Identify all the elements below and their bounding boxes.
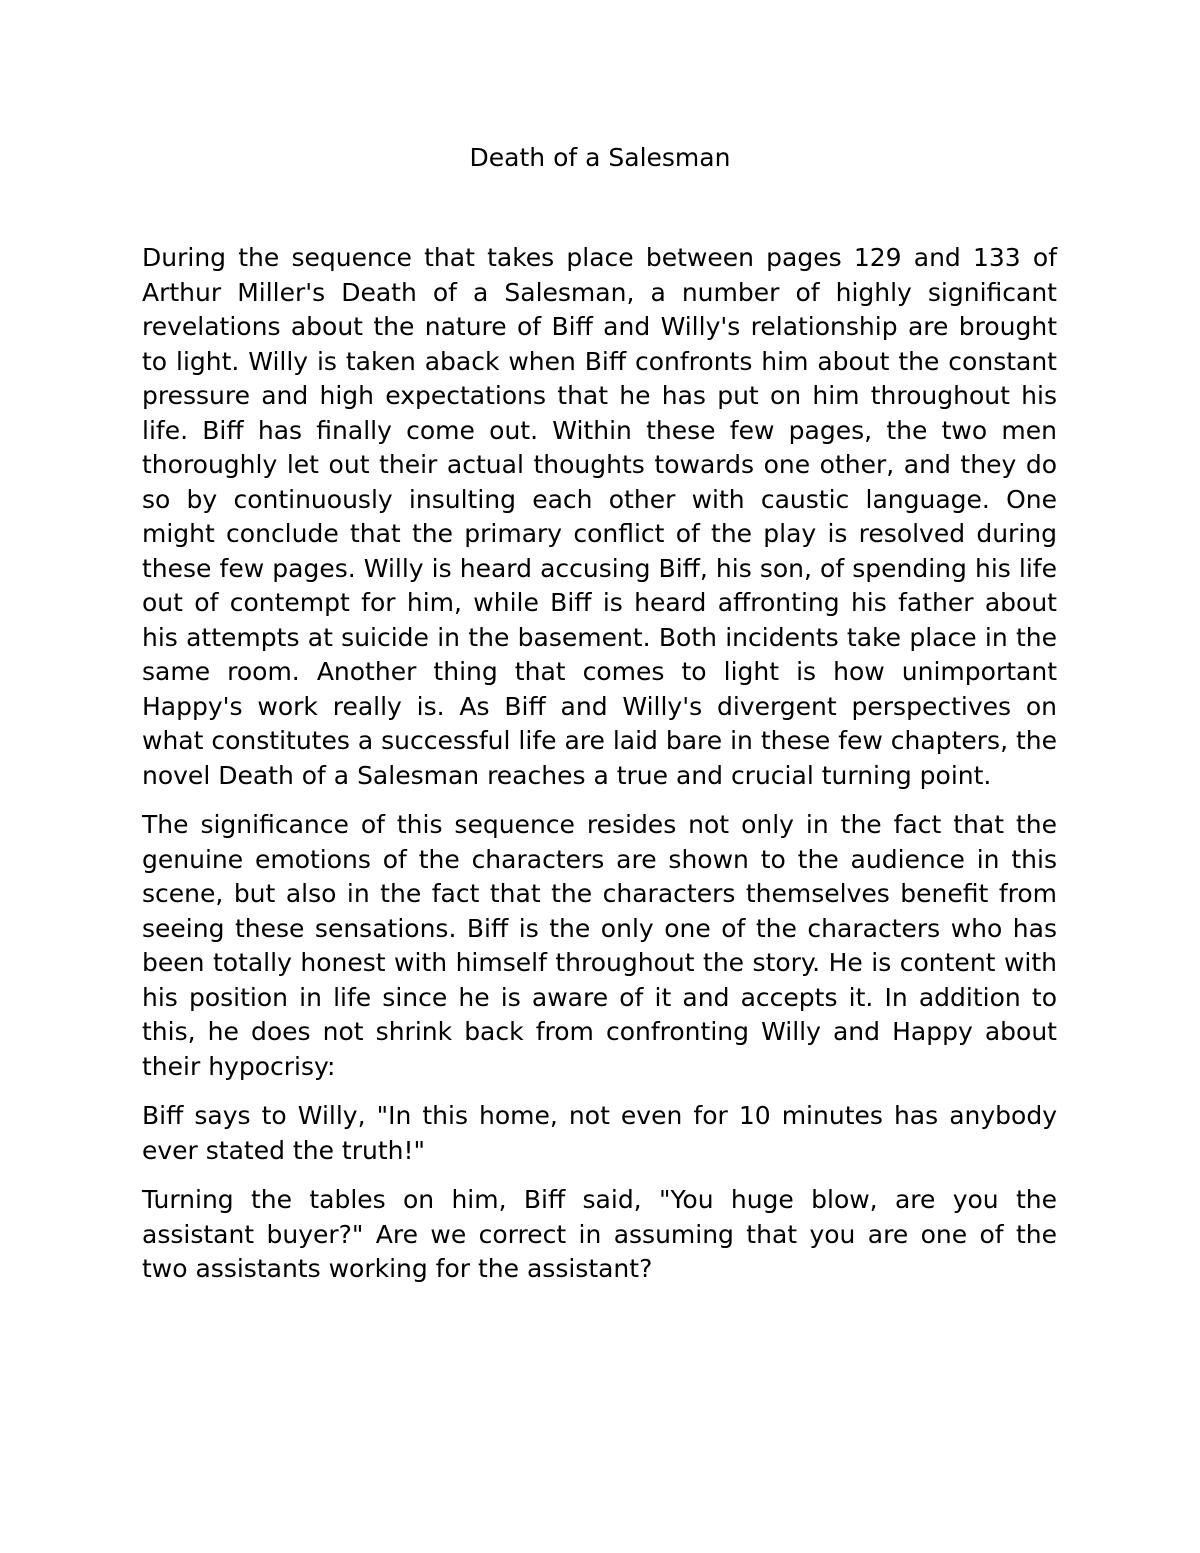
paragraph-1: During the sequence that takes place between pages 129 and 133 of Arthur Miller's Death of a Salesman, a number of highly significant revelations about the nature of Biff and Willy's relationship are brought to light. Willy is taken aback when Biff confronts him about the constant pressure and high expectations that he has put on him throughout his life. Biff has finally come out. Within these few pages, the two men thoroughly let out their actual thoughts towards one other, and they do so by continuously insulting each other with caustic language. One might conclude that the primary conflict of the play is resolved during these few pages. Willy is heard accusing Biff, his son, of spending his life out of contempt for him, while Biff is heard affronting his father about his attempts at suicide in the basement. Both incidents take place in the same room. Another thing that comes to light is how unimportant Happy's work really is. As Biff and Willy's divergent perspectives on what constitutes a successful life are laid bare in these few chapters, the novel Death of a Salesman reaches a true and crucial turning point. xyxy=(142,243,1057,790)
paragraph-4: Turning the tables on him, Biff said, "You huge blow, are you the assistant buyer?" Are we correct in assuming that you are one of the two assistants working for the assistant? xyxy=(142,1185,1057,1283)
paragraph-2: The significance of this sequence resides not only in the fact that the genuine emotions of the characters are shown to the audience in this scene, but also in the fact that the characters themselves benefit from seeing these sensations. Biff is the only one of the characters who has been totally honest with himself throughout the story. He is content with his position in life since he is aware of it and accepts it. In addition to this, he does not shrink back from confronting Willy and Happy about their hypocrisy: xyxy=(142,810,1057,1081)
document-body xyxy=(142,241,1057,1302)
paragraph-3: Biff says to Willy, "In this home, not even for 10 minutes has anybody ever stated the truth!" xyxy=(142,1101,1057,1165)
document-title: Death of a Salesman xyxy=(469,143,731,172)
